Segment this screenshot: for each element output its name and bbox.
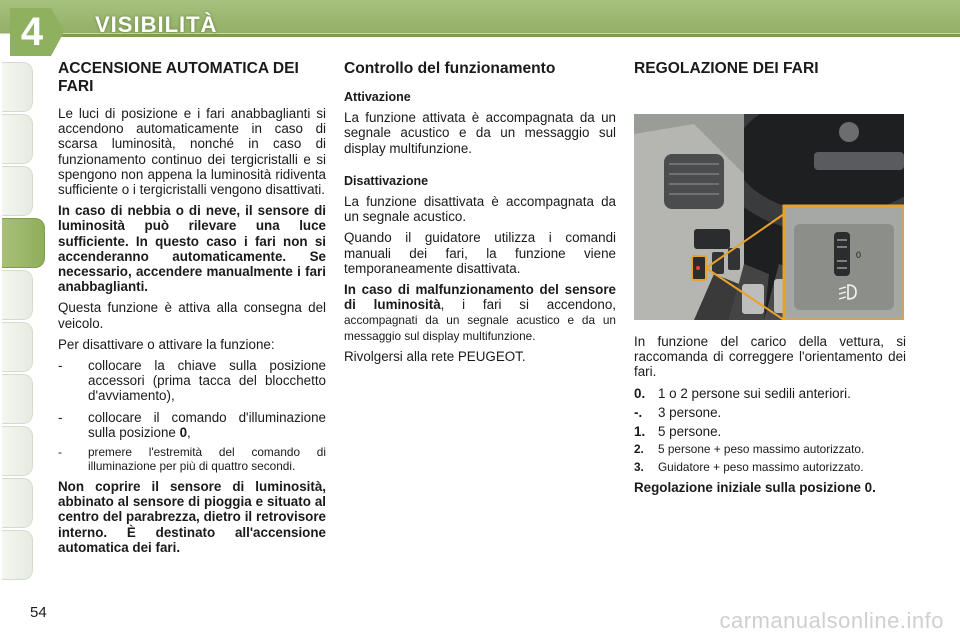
watermark: carmanualsonline.info: [719, 608, 944, 633]
chapter-tab[interactable]: [2, 62, 33, 112]
column-function-check: [344, 60, 616, 371]
chapter-tab[interactable]: [2, 114, 33, 164]
dashboard-photo: [634, 114, 904, 320]
malfunction-text: In caso di malfunzionamento del sensore di luminosità, i fari si accendono, accompagnati da un segnale acustico e da un messaggio sul display multifunzione.: [344, 282, 616, 343]
section-heading: Controllo del funzionamento: [344, 60, 556, 77]
chapter-tabs: [0, 62, 46, 582]
deactivation-text: La funzione disattivata è accompagnata da un segnale acustico.: [344, 194, 616, 225]
position-item: 3. Guidatore + peso massimo autorizzato.: [634, 459, 864, 474]
list-item: - collocare la chiave sulla posizione accessori (prima tacca del blocchetto d'avviamento),: [58, 358, 326, 404]
adjustment-intro: In funzione del carico della vettura, si raccomanda di correggere l'orientamento dei fari.: [634, 334, 906, 380]
page-title: VISIBILITÀ: [95, 12, 218, 37]
warning-sensor: Non coprire il sensore di luminosità, abbinato al sensore di pioggia e situato al centro del parabrezza, dietro il retrovisore interno. È destinato all'accensione automatica dei fari.: [58, 479, 326, 555]
dealer-text: Rivolgersi alla rete PEUGEOT.: [344, 349, 526, 365]
chapter-number: 4: [20, 10, 44, 54]
activation-text: La funzione attivata è accompagnata da un segnale acustico e da un messaggio sul display multifunzione.: [344, 110, 616, 156]
intro-text: Le luci di posizione e i fari anabbaglianti si accendono automaticamente in caso di scarsa luminosità, nonché in caso di funzionamento continuo dei tergicristalli e si spengono non appena la luminosità ridiventa sufficiente o i tergicristalli vengono disattivati.: [58, 106, 326, 198]
position-item: 2. 5 persone + peso massimo autorizzato.: [634, 442, 865, 457]
list-item: - premere l'estremità del comando di illuminazione per più di quattro secondi.: [58, 445, 326, 473]
chapter-tab[interactable]: [2, 426, 33, 476]
chapter-tab[interactable]: [2, 322, 33, 372]
initial-setting: Regolazione iniziale sulla posizione 0.: [634, 480, 876, 496]
column-automatic-lights: [58, 60, 326, 561]
dashboard-illustration: [634, 114, 904, 320]
chapter-tab-active[interactable]: [2, 218, 45, 268]
chapter-tab[interactable]: [2, 374, 33, 424]
position-item: -. 3 persone.: [634, 404, 722, 420]
toggle-text: Per disattivare o attivare la funzione:: [58, 336, 275, 352]
position-item: 0. 1 o 2 persone sui sedili anteriori.: [634, 385, 851, 401]
chapter-tab[interactable]: [2, 478, 33, 528]
chapter-tab[interactable]: [2, 270, 33, 320]
dial-label: 0: [856, 250, 862, 260]
section-heading: ACCENSIONE AUTOMATICA DEI FARI: [58, 60, 299, 95]
page-number: 54: [30, 604, 47, 621]
manual-text: Quando il guidatore utilizza i comandi manuali dei fari, la funzione viene temporaneamente disattivata.: [344, 230, 616, 276]
column-headlamp-adjustment: [634, 60, 906, 501]
list-item: - collocare il comando d'illuminazione sulla posizione 0,: [58, 409, 326, 440]
warning-fog: In caso di nebbia o di neve, il sensore di luminosità può rilevare una luce sufficiente. In questo caso i fari non si accenderanno automaticamente. Se necessario, accendere manualmente i fari anabbaglianti.: [58, 203, 326, 295]
function-text: Questa funzione è attiva alla consegna del veicolo.: [58, 300, 326, 331]
section-heading: REGOLAZIONE DEI FARI: [634, 60, 819, 77]
subheading-activation: Attivazione: [344, 90, 411, 104]
chapter-tab[interactable]: [2, 166, 33, 216]
subheading-deactivation: Disattivazione: [344, 173, 429, 188]
chapter-tab[interactable]: [2, 530, 33, 580]
position-item: 1. 5 persone.: [634, 424, 722, 440]
